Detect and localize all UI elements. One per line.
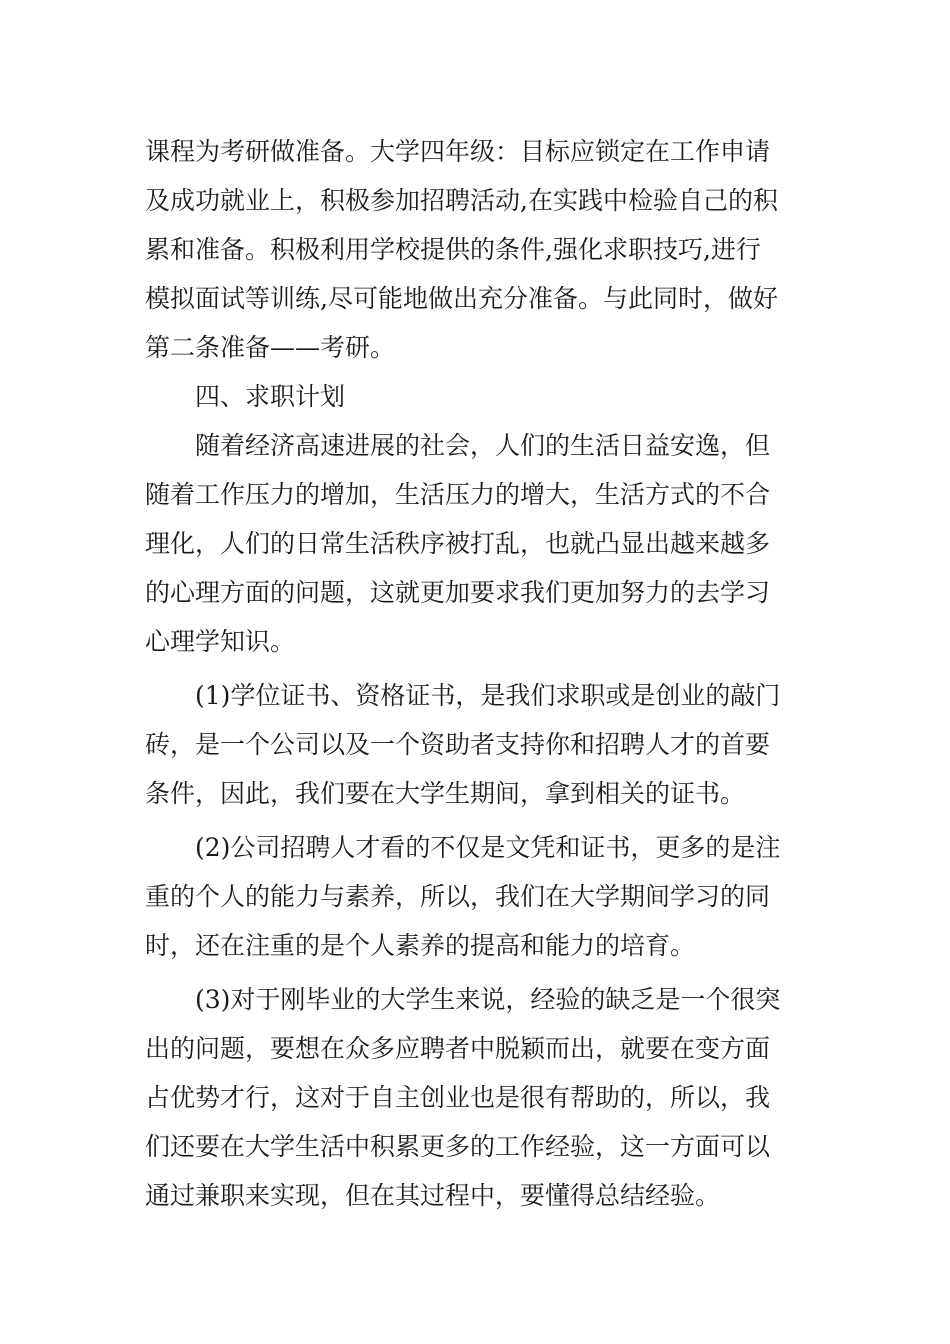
text-line: 第二条准备——考研。 bbox=[145, 333, 396, 362]
text-line: 理化，人们的日常生活秩序被打乱，也就凸显出越来越多 bbox=[145, 529, 771, 558]
text-line: 重的个人的能力与素养，所以，我们在大学期间学习的同 bbox=[145, 882, 771, 911]
list-item-1-first-line: (1)学位证书、资格证书，是我们求职或是创业的敲门 bbox=[195, 681, 781, 710]
text-line: 随着工作压力的增加，生活压力的增大，生活方式的不合 bbox=[145, 480, 771, 509]
section-heading: 四、求职计划 bbox=[195, 382, 346, 411]
text-line: 累和准备。积极利用学校提供的条件,强化求职技巧,进行 bbox=[145, 235, 761, 264]
text-line: 条件，因此，我们要在大学生期间，拿到相关的证书。 bbox=[145, 779, 746, 808]
text-line: 出的问题，要想在众多应聘者中脱颖而出，就要在变方面 bbox=[145, 1034, 771, 1063]
text-line: 心理学知识。 bbox=[145, 627, 296, 656]
paragraph-first-line: 随着经济高速进展的社会，人们的生活日益安逸，但 bbox=[195, 431, 771, 460]
text-line: 的心理方面的问题，这就更加要求我们更加努力的去学习 bbox=[145, 578, 771, 607]
text-line: 砖，是一个公司以及一个资助者支持你和招聘人才的首要 bbox=[145, 730, 771, 759]
list-item-2-first-line: (2)公司招聘人才看的不仅是文凭和证书，更多的是注 bbox=[195, 833, 781, 862]
text-line: 们还要在大学生活中积累更多的工作经验，这一方面可以 bbox=[145, 1132, 771, 1161]
text-line: 时，还在注重的是个人素养的提高和能力的培育。 bbox=[145, 931, 696, 960]
text-line: 占优势才行，这对于自主创业也是很有帮助的，所以，我 bbox=[145, 1083, 771, 1112]
text-line: 及成功就业上，积极参加招聘活动,在实践中检验自己的积 bbox=[145, 186, 778, 215]
list-item-3-first-line: (3)对于刚毕业的大学生来说，经验的缺乏是一个很突 bbox=[195, 985, 781, 1014]
text-line: 通过兼职来实现，但在其过程中，要懂得总结经验。 bbox=[145, 1181, 721, 1210]
text-line: 模拟面试等训练,尽可能地做出充分准备。与此同时，做好 bbox=[145, 284, 778, 313]
text-line: 课程为考研做准备。大学四年级：目标应锁定在工作申请 bbox=[145, 137, 771, 166]
